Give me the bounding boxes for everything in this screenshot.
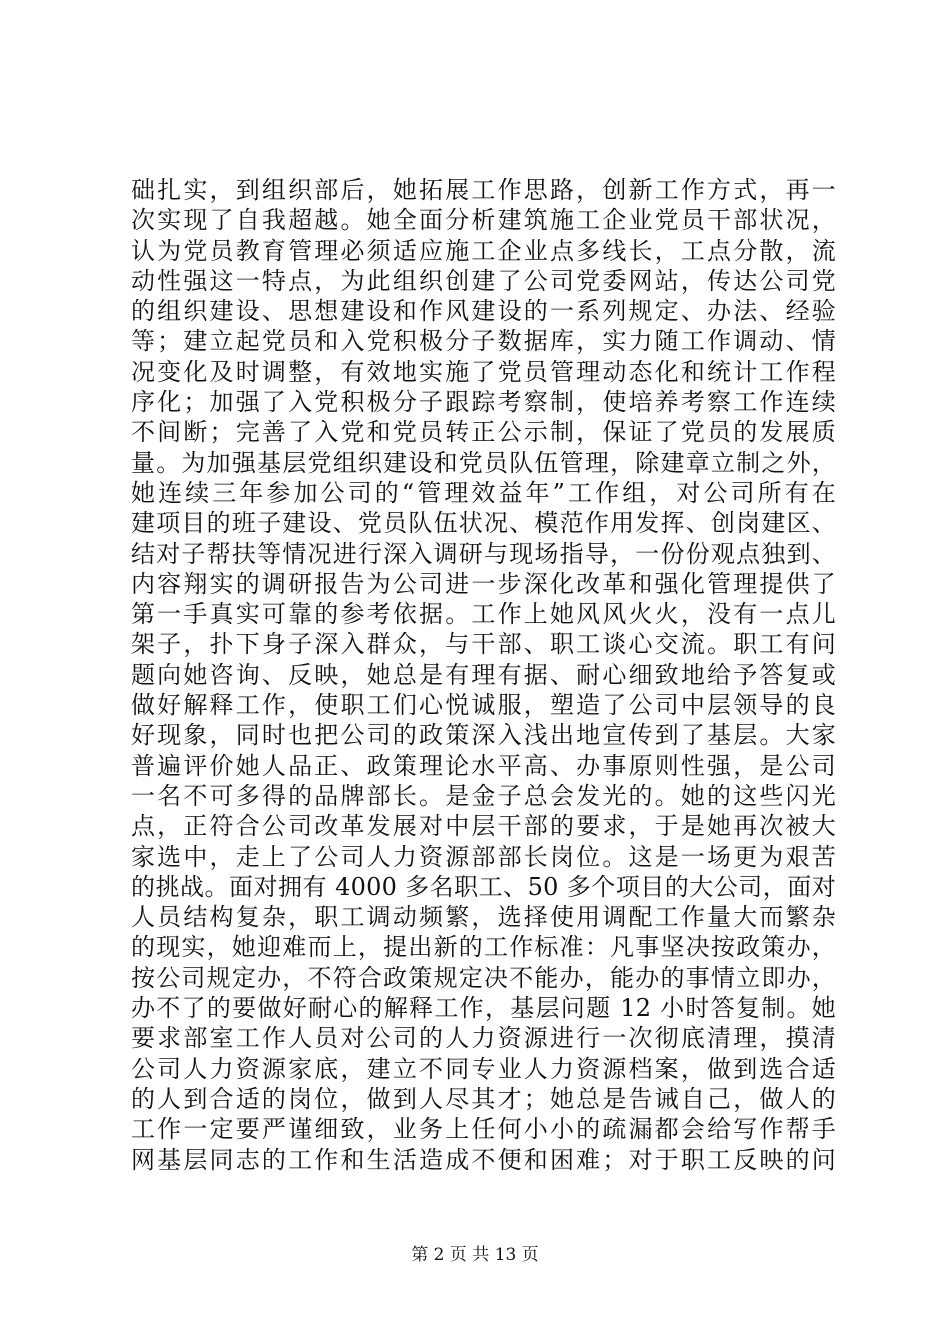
text-line: 一名不可多得的品牌部长。是金子总会发光的。她的这些闪光 [131,781,836,810]
text-line: 办不了的要做好耐心的解释工作，基层问题 12 小时答复制。她 [131,994,836,1023]
text-line: 内容翔实的调研报告为公司进一步深化改革和强化管理提供了 [131,569,836,598]
text-line: 础扎实，到组织部后，她拓展工作思路，创新工作方式，再一 [131,176,836,204]
text-line: 架子，扑下身子深入群众，与干部、职工谈心交流。职工有问 [131,630,836,659]
text-line: 况变化及时调整，有效地实施了党员管理动态化和统计工作程 [131,357,836,386]
text-line: 的人到合适的岗位，做到人尽其才；她总是告诫自己，做人的 [131,1084,836,1113]
body-paragraph [131,175,836,1175]
text-line: 工作一定要严谨细致，业务上任何小小的疏漏都会给写作帮手 [131,1115,836,1144]
text-line: 公司人力资源家底，建立不同专业人力资源档案，做到选合适 [131,1054,836,1083]
text-line: 次实现了自我超越。她全面分析建筑施工企业党员干部状况， [131,206,836,235]
text-line: 不间断；完善了入党和党员转正公示制，保证了党员的发展质 [131,418,836,447]
text-line: 做好解释工作，使职工们心悦诚服，塑造了公司中层领导的良 [131,691,836,720]
text-line: 结对子帮扶等情况进行深入调研与现场指导，一份份观点独到、 [131,539,836,568]
text-line: 要求部室工作人员对公司的人力资源进行一次彻底清理，摸清 [131,1024,836,1053]
text-line: 第一手真实可靠的参考依据。工作上她风风火火，没有一点儿 [131,600,836,629]
text-line: 家选中，走上了公司人力资源部部长岗位。这是一场更为艰苦 [131,842,836,871]
page-footer: 第 2 页 共 13 页 [411,1245,539,1265]
text-line: 人员结构复杂，职工调动频繁，选择使用调配工作量大而繁杂 [131,903,836,932]
text-line: 的现实，她迎难而上，提出新的工作标准：凡事坚决按政策办， [131,933,836,962]
text-line: 题向她咨询、反映，她总是有理有据、耐心细致地给予答复或 [131,660,836,689]
text-line: 她连续三年参加公司的“管理效益年”工作组，对公司所有在 [131,478,836,507]
text-line: 网基层同志的工作和生活造成不便和困难；对于职工反映的问 [131,1145,836,1174]
text-line: 普遍评价她人品正、政策理论水平高、办事原则性强，是公司 [131,751,836,780]
text-line: 按公司规定办，不符合政策规定决不能办，能办的事情立即办， [131,963,836,992]
text-line: 建项目的班子建设、党员队伍状况、模范作用发挥、创岗建区、 [131,509,836,538]
text-line: 动性强这一特点，为此组织创建了公司党委网站，传达公司党 [131,266,836,295]
text-line: 量。为加强基层党组织建设和党员队伍管理，除建章立制之外， [131,448,836,477]
text-line: 的挑战。面对拥有 4000 多名职工、50 多个项目的大公司，面对 [131,872,836,901]
text-line: 认为党员教育管理必须适应施工企业点多线长，工点分散，流 [131,236,836,265]
text-line: 的组织建设、思想建设和作风建设的一系列规定、办法、经验 [131,297,836,326]
text-line: 序化；加强了入党积极分子跟踪考察制，使培养考察工作连续 [131,388,836,417]
text-line: 等；建立起党员和入党积极分子数据库，实力随工作调动、情 [131,327,836,356]
text-line: 好现象，同时也把公司的政策深入浅出地宣传到了基层。大家 [131,721,836,750]
text-line: 点，正符合公司改革发展对中层干部的要求，于是她再次被大 [131,812,836,841]
